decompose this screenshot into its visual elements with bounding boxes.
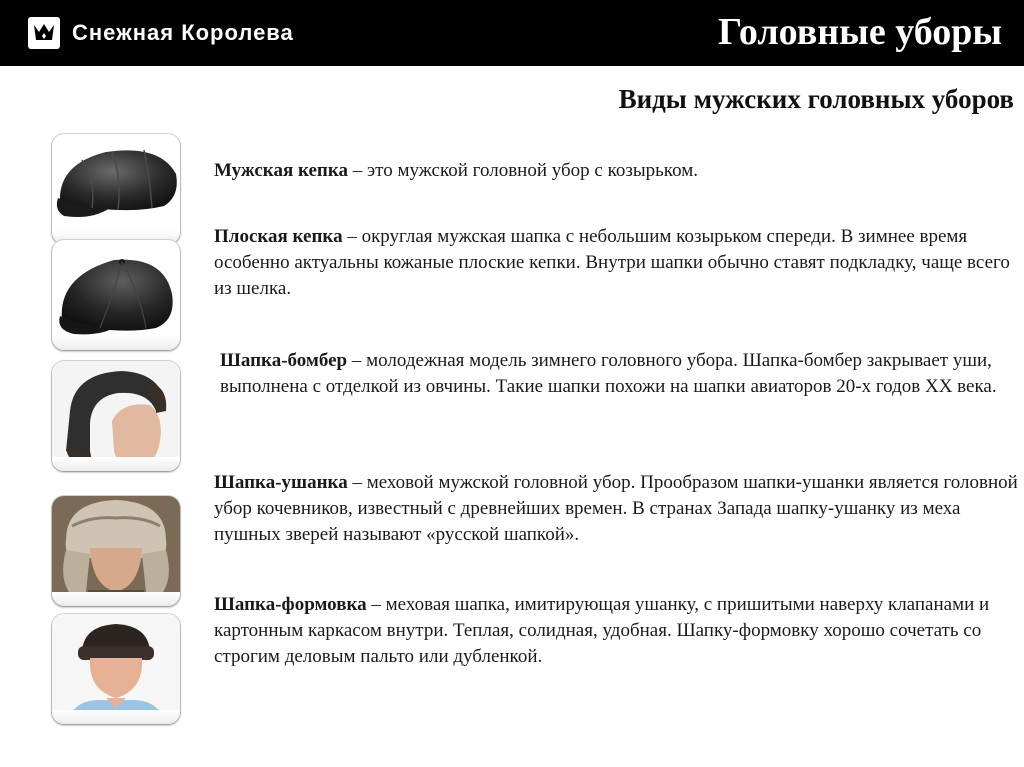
term-label: Шапка-бомбер [220,350,348,371]
flat-cap-image [52,240,180,350]
description-bomber-hat [220,348,1024,400]
term-description: – меховой мужской головной убор. Прообразом шапки-ушанки является головной убор кочевников, известный с древнейших времен. В странах Запада шапку-ушанку из меха пушных зверей называют «русской шапкой». [214,472,1018,545]
brand-name: Снежная Королева [72,20,294,45]
term-label: Шапка-ушанка [214,472,348,493]
term-label: Плоская кепка [214,226,343,247]
description-ushanka [214,470,1024,548]
ushanka-image [52,496,180,606]
description-men-cap [214,158,1024,184]
slide-subtitle: Виды мужских головных уборов [618,84,1014,114]
formovka-hat-image [52,614,180,724]
page-title: Головные уборы [718,11,1002,53]
term-description: – это мужской головной убор с козырьком. [348,160,698,181]
term-label: Мужская кепка [214,160,349,181]
crown-icon [28,17,60,49]
header-bar [0,0,1024,66]
term-label: Шапка-формовка [214,594,367,615]
description-flat-cap [214,224,1024,302]
brand-logo [28,16,294,50]
term-description: – округлая мужская шапка с небольшим козырьком спереди. В зимнее время особенно актуальны кожаные плоские кепки. Внутри шапки обычно ставят подкладку, чаще всего из шелка. [214,226,1010,299]
term-description: – меховая шапка, имитирующая ушанку, с пришитыми наверху клапанами и картонным каркасом внутри. Теплая, солидная, удобная. Шапку-формовку хорошо сочетать со строгим деловым пальто или дубленкой. [214,594,990,667]
description-formovka [214,592,1024,670]
bomber-hat-image [52,361,180,471]
term-description: – молодежная модель зимнего головного убора. Шапка-бомбер закрывает уши, выполнена с отделкой из овчины. Такие шапки похожи на шапки авиаторов 20-х годов XX века. [220,350,997,397]
leather-cap-image [52,134,180,244]
